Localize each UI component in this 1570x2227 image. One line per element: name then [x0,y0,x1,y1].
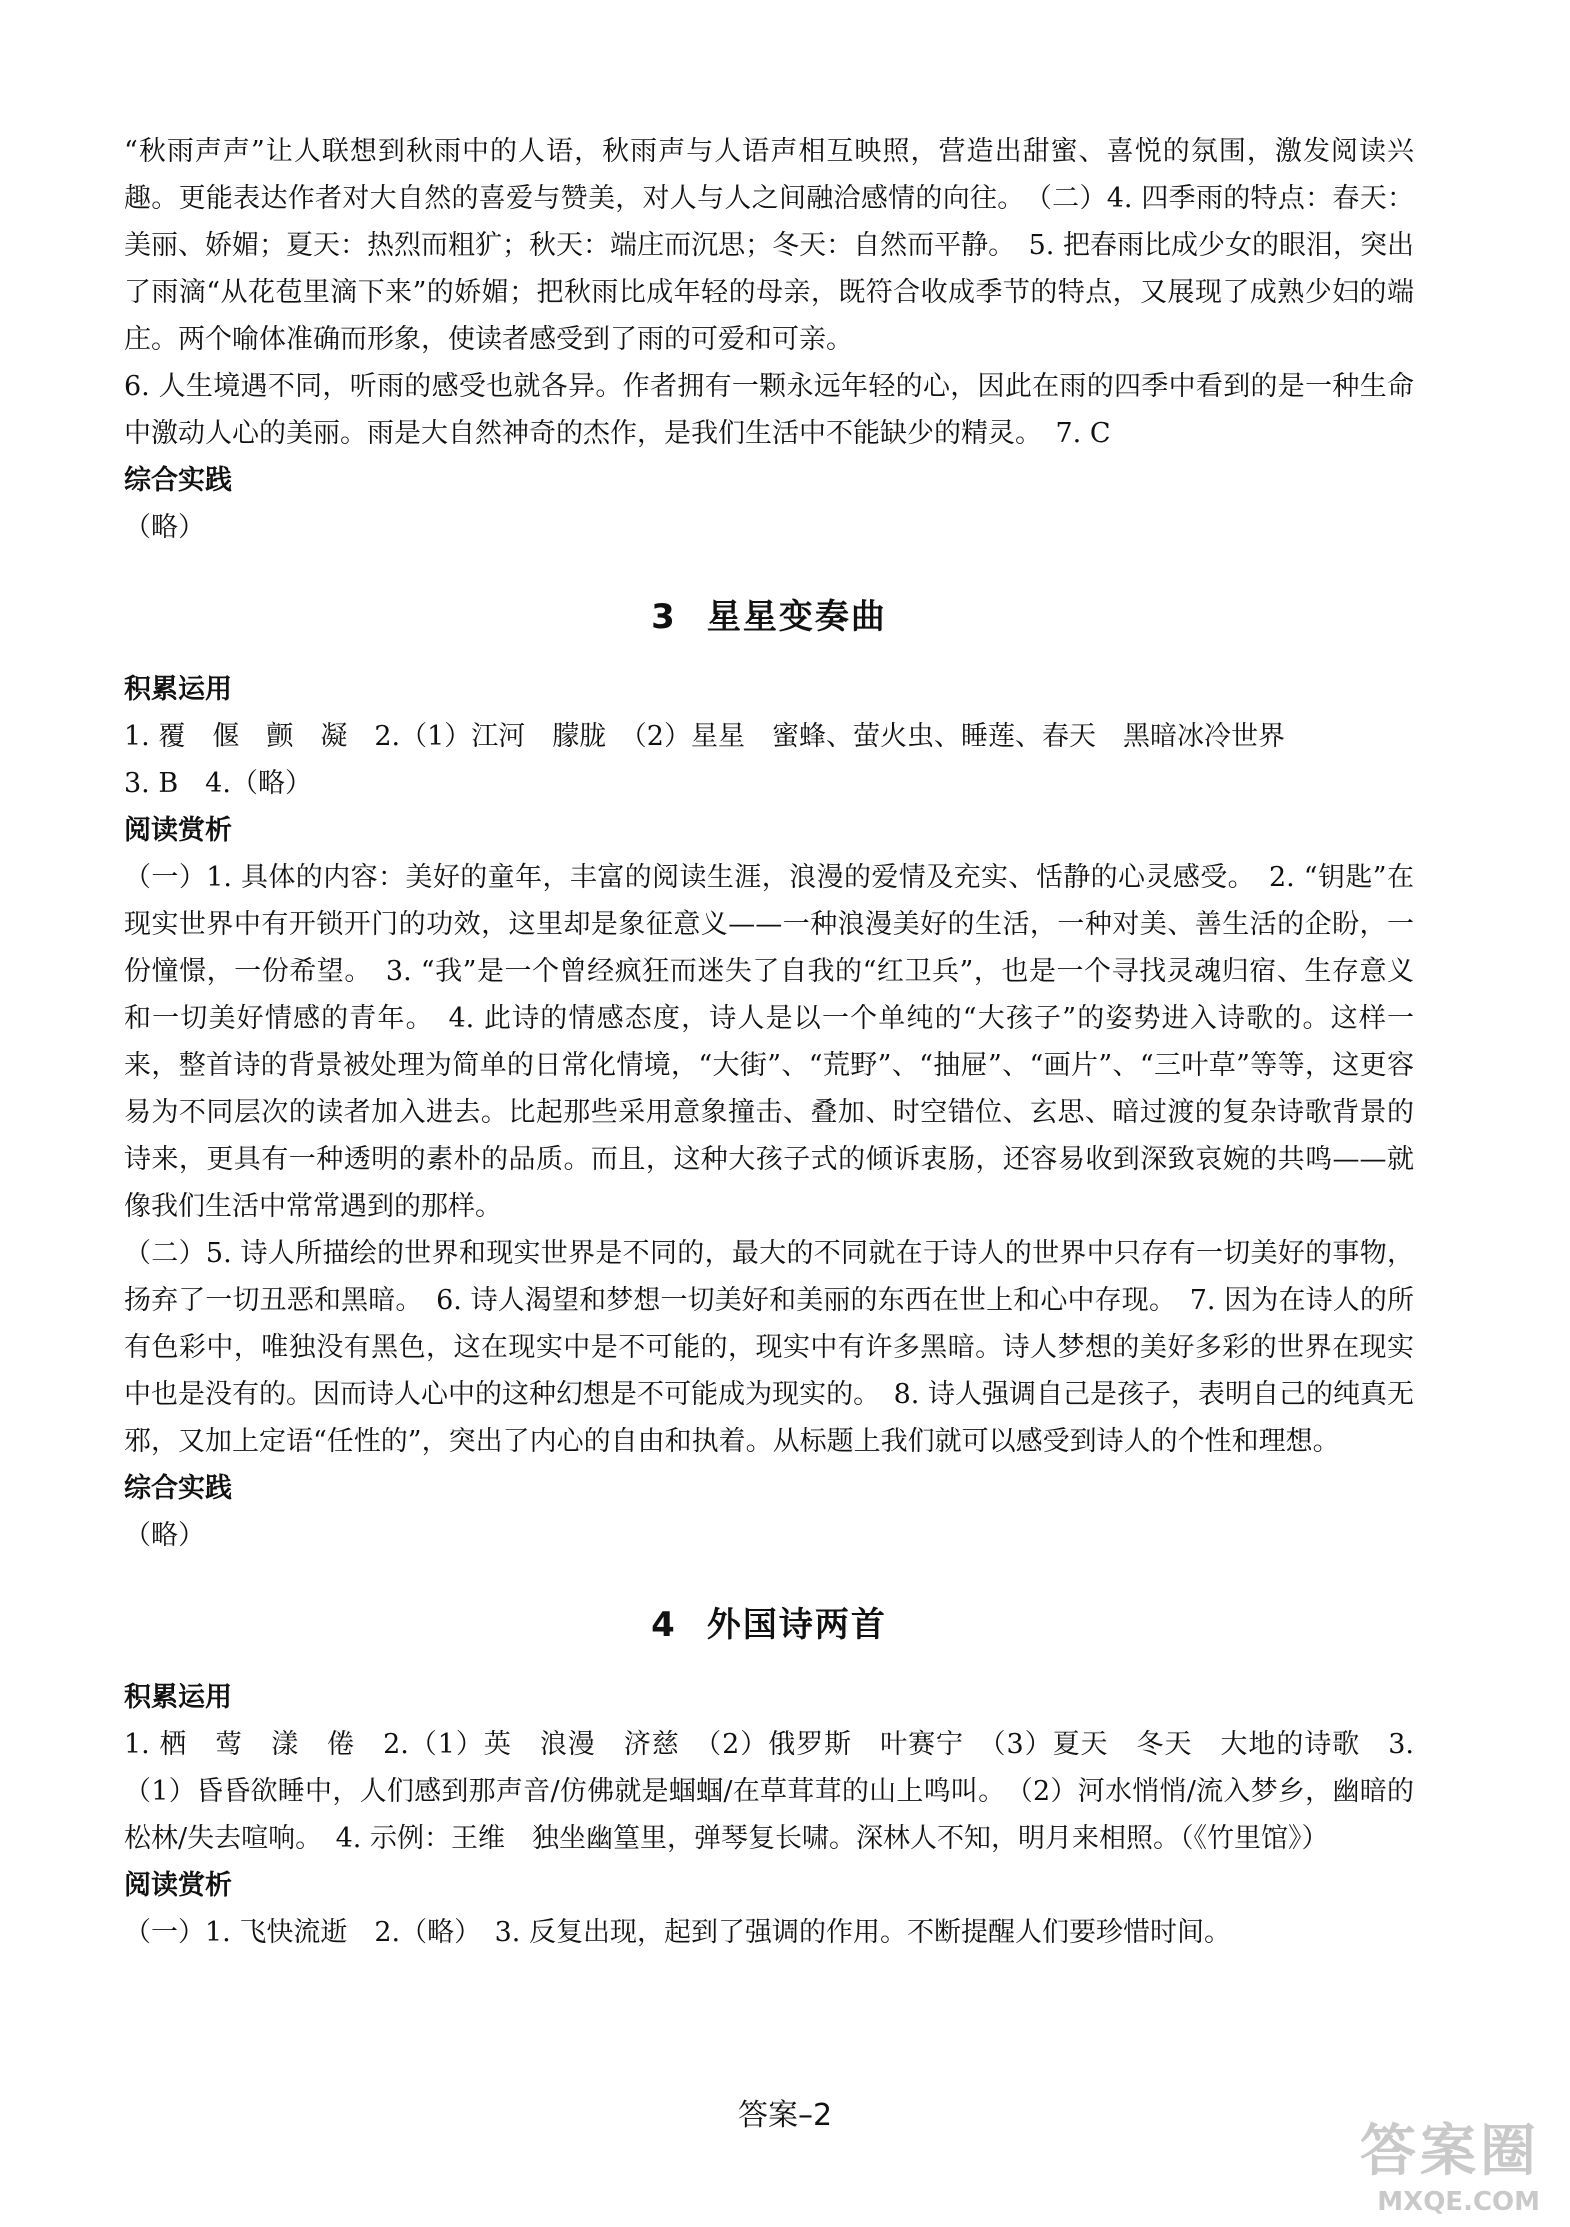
practice-answer: （略） [124,512,205,543]
lesson-name: 星星变奏曲 [706,597,887,637]
watermark-logo [1360,2107,1540,2217]
answer-paragraph: 1. 栖 莺 漾 倦 2.（1）英 浪漫 济慈 （2）俄罗斯 叶赛宁 （3）夏天 冬天 大地的诗歌 3.（1）昏昏欲睡中，人们感到那声音/仿佛就是蝈蝈/在草茸茸的山上鸣叫。 （2）河水悄悄/流入梦乡，幽暗的松林/失去喧响。 4. 示例：王维 独坐幽篁里，弹琴复长啸。深林人不知，明月来相照。（《竹里馆》） [124,1729,1414,1854]
lesson-name: 外国诗两首 [706,1605,887,1645]
section-heading-practice: 综合实践 [124,1473,232,1504]
answer-line: （一）1. 飞快流逝 2.（略） 3. 反复出现，起到了强调的作用。不断提醒人们要珍惜时间。 [124,1917,1231,1948]
lesson2-tail [124,128,1414,551]
lesson4 [124,1597,1414,1956]
answer-paragraph: 6. 人生境遇不同，听雨的感受也就各异。作者拥有一颗永远年轻的心，因此在雨的四季中看到的是一种生命中激动人心的美丽。雨是大自然神奇的杰作，是我们生活中不能缺少的精灵。 7. C [124,371,1414,449]
section-heading-reading: 阅读赏析 [124,815,232,846]
watermark-url: MXQE.COM [1377,2187,1540,2217]
practice-answer: （略） [124,1520,205,1551]
watermark-logo-text: 答案圈 [1360,2119,1540,2184]
answer-line: 1. 覆 偃 颤 凝 2.（1）江河 朦胧 （2）星星 蜜蜂、萤火虫、睡莲、春天 黑暗冰冷世界 [124,721,1285,752]
answer-paragraph: （二）5. 诗人所描绘的世界和现实世界是不同的，最大的不同就在于诗人的世界中只存有一切美好的事物，扬弃了一切丑恶和黑暗。 6. 诗人渴望和梦想一切美好和美丽的东西在世上和心中存现。 7. 因为在诗人的所有色彩中，唯独没有黑色，这在现实中是不可能的，现实中有许多黑暗。诗人梦想的美好多彩的世界在现实中也是没有的。因而诗人心中的这种幻想是不可能成为现实的。 8. 诗人强调自己是孩子，表明自己的纯真无邪，又加上定语“任性的”，突出了内心的自由和执着。从标题上我们就可以感受到诗人的个性和理想。 [124,1238,1414,1457]
page-number: 答案–2 [737,2098,833,2133]
section-heading-reading: 阅读赏析 [124,1870,232,1901]
answer-paragraph: “秋雨声声”让人联想到秋雨中的人语，秋雨声与人语声相互映照，营造出甜蜜、喜悦的氛围，激发阅读兴趣。更能表达作者对大自然的喜爱与赞美，对人与人之间融洽感情的向往。 （二）4. 四季雨的特点：春天：美丽、娇媚；夏天：热烈而粗犷；秋天：端庄而沉思；冬天：自然而平静。 5. 把春雨比成少女的眼泪，突出了雨滴“从花苞里滴下来”的娇媚；把秋雨比成年轻的母亲，既符合收成季节的特点，又展现了成熟少妇的端庄。两个喻体准确而形象，使读者感受到了雨的可爱和可亲。 [124,136,1414,355]
answer-line: 3. B 4.（略） [124,768,312,799]
lesson-number: 4 [651,1605,677,1645]
lesson-title [124,1597,1414,1646]
section-heading-accumulation: 积累运用 [124,674,232,705]
answer-paragraph: （一）1. 具体的内容：美好的童年，丰富的阅读生涯，浪漫的爱情及充实、恬静的心灵感受。 2. “钥匙”在现实世界中有开锁开门的功效，这里却是象征意义——一种浪漫美好的生活，一种对美、善生活的企盼，一份憧憬，一份希望。 3. “我”是一个曾经疯狂而迷失了自我的“红卫兵”，也是一个寻找灵魂归宿、生存意义和一切美好情感的青年。 4. 此诗的情感态度，诗人是以一个单纯的“大孩子”的姿势进入诗歌的。这样一来，整首诗的背景被处理为简单的日常化情境，“大街”、“荒野”、“抽屉”、“画片”、“三叶草”等等，这更容易为不同层次的读者加入进去。比起那些采用意象撞击、叠加、时空错位、玄思、暗过渡的复杂诗歌背景的诗来，更具有一种透明的素朴的品质。而且，这种大孩子式的倾诉衷肠，还容易收到深致哀婉的共鸣——就像我们生活中常常遇到的那样。 [124,862,1414,1222]
lesson-number: 3 [651,597,677,637]
answer-page [124,128,1414,1956]
lesson-title [124,589,1414,638]
section-heading-accumulation: 积累运用 [124,1682,232,1713]
lesson3 [124,589,1414,1559]
section-heading-practice: 综合实践 [124,465,232,496]
